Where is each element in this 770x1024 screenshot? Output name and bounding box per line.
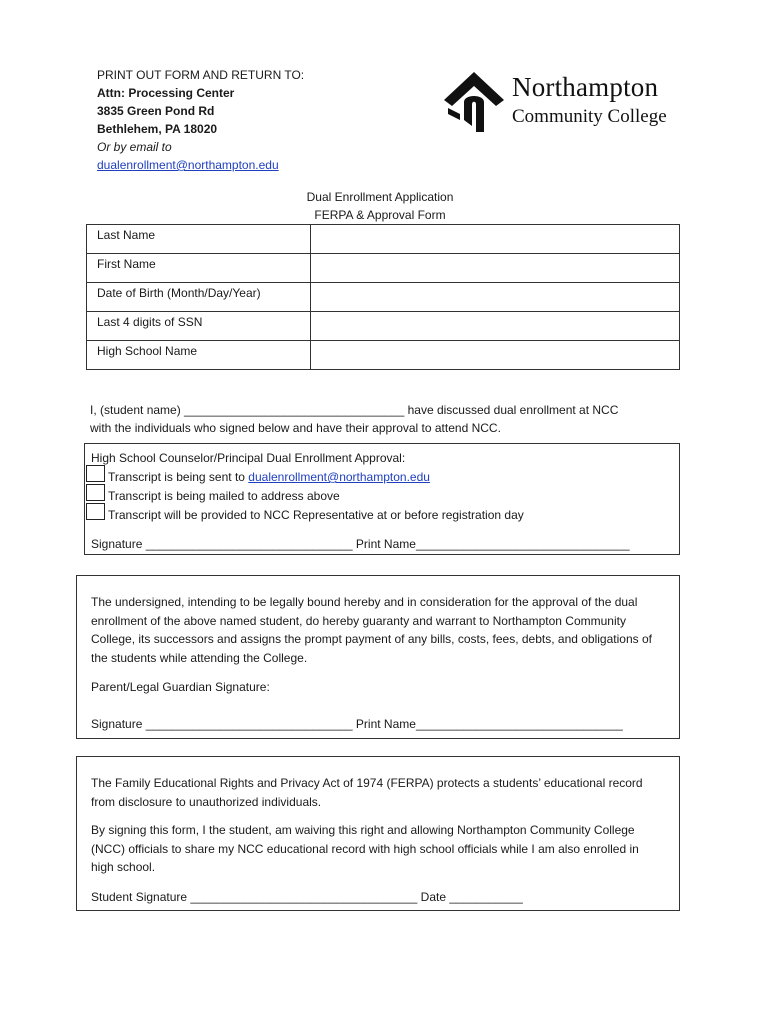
statement-line1: I, (student name) _________________________________ have discussed dual enrollment at NCC	[90, 403, 619, 417]
transcript-mailed-checkbox[interactable]	[86, 484, 105, 501]
transcript-provided-checkbox[interactable]	[86, 503, 105, 520]
form-title	[200, 188, 560, 224]
return-address	[97, 66, 304, 174]
transcript-emailed-checkbox[interactable]	[86, 465, 105, 482]
last-name-field[interactable]	[310, 225, 680, 254]
paragraph-line: the students while attending the College.	[91, 651, 308, 666]
option1-email-link[interactable]: dualenrollment@northampton.edu	[248, 470, 430, 484]
paragraph-line: from disclosure to unauthorized individuals.	[91, 794, 322, 809]
paragraph-line: (NCC) officials to share my NCC educational record with high school officials while I am also enrolled in	[91, 841, 639, 856]
student-statement	[90, 401, 618, 437]
counselor-heading: High School Counselor/Principal Dual Enrollment Approval:	[91, 451, 406, 465]
logo-name-line2: Community College	[512, 106, 667, 127]
table-row	[87, 283, 680, 312]
ssn-last4-field[interactable]	[310, 312, 680, 341]
title-line1: Dual Enrollment Application	[306, 190, 454, 204]
logo-name-line1: Northampton	[512, 72, 659, 102]
student-info-table	[86, 224, 680, 370]
table-label: Date of Birth (Month/Day/Year)	[87, 283, 311, 312]
ferpa-waiver-box	[76, 756, 680, 911]
first-name-field[interactable]	[310, 254, 680, 283]
table-row	[87, 312, 680, 341]
guardian-guaranty-box	[76, 575, 680, 739]
statement-line2: with the individuals who signed below and have their approval to attend NCC.	[90, 421, 501, 435]
table-row	[87, 254, 680, 283]
option2-text: Transcript is being mailed to address above	[108, 489, 340, 503]
table-label: Last 4 digits of SSN	[87, 312, 311, 341]
email-link[interactable]: dualenrollment@northampton.edu	[97, 158, 279, 172]
option-email	[108, 468, 430, 486]
high-school-field[interactable]	[310, 341, 680, 370]
counselor-signature-line[interactable]: Signature _______________________________ Print Name________________________________	[91, 537, 630, 551]
ferpa-paragraph1	[91, 774, 643, 811]
guardian-label: Parent/Legal Guardian Signature:	[91, 680, 270, 694]
guaranty-paragraph	[91, 593, 652, 668]
logo-mark-icon	[442, 70, 506, 134]
table-row	[87, 225, 680, 254]
city-line: Bethlehem, PA 18020	[97, 122, 218, 136]
or-email-line: Or by email to	[97, 140, 172, 154]
counselor-approval-box	[84, 443, 680, 555]
table-label: First Name	[87, 254, 311, 283]
table-label: High School Name	[87, 341, 311, 370]
ferpa-paragraph2	[91, 821, 639, 877]
student-signature-line[interactable]: Student Signature __________________________________ Date ___________	[91, 890, 523, 904]
title-line2: FERPA & Approval Form	[314, 208, 446, 222]
option1-text: Transcript is being sent to	[108, 470, 249, 484]
print-out-instruction: PRINT OUT FORM AND RETURN TO:	[97, 68, 305, 82]
paragraph-line: By signing this form, I the student, am waiving this right and allowing Northampton Community College	[91, 823, 635, 837]
college-logo	[442, 70, 682, 134]
table-label: Last Name	[87, 225, 311, 254]
street-line: 3835 Green Pond Rd	[97, 104, 215, 118]
guardian-signature-line[interactable]: Signature _______________________________ Print Name_______________________________	[91, 717, 623, 731]
paragraph-line: College, its successors and assigns the prompt payment of any bills, costs, fees, debts, and obligations of	[91, 632, 652, 647]
table-row	[87, 341, 680, 370]
paragraph-line: The undersigned, intending to be legally bound hereby and in consideration for the approval of the dual	[91, 595, 638, 609]
dob-field[interactable]	[310, 283, 680, 312]
paragraph-line: The Family Educational Rights and Privacy Act of 1974 (FERPA) protects a students’ educational record	[91, 776, 643, 790]
option3-text: Transcript will be provided to NCC Representative at or before registration day	[108, 508, 524, 522]
attn-line: Attn: Processing Center	[97, 86, 235, 100]
paragraph-line: enrollment of the above named student, do hereby guaranty and warrant to Northampton Community	[91, 613, 626, 628]
paragraph-line: high school.	[91, 860, 156, 875]
